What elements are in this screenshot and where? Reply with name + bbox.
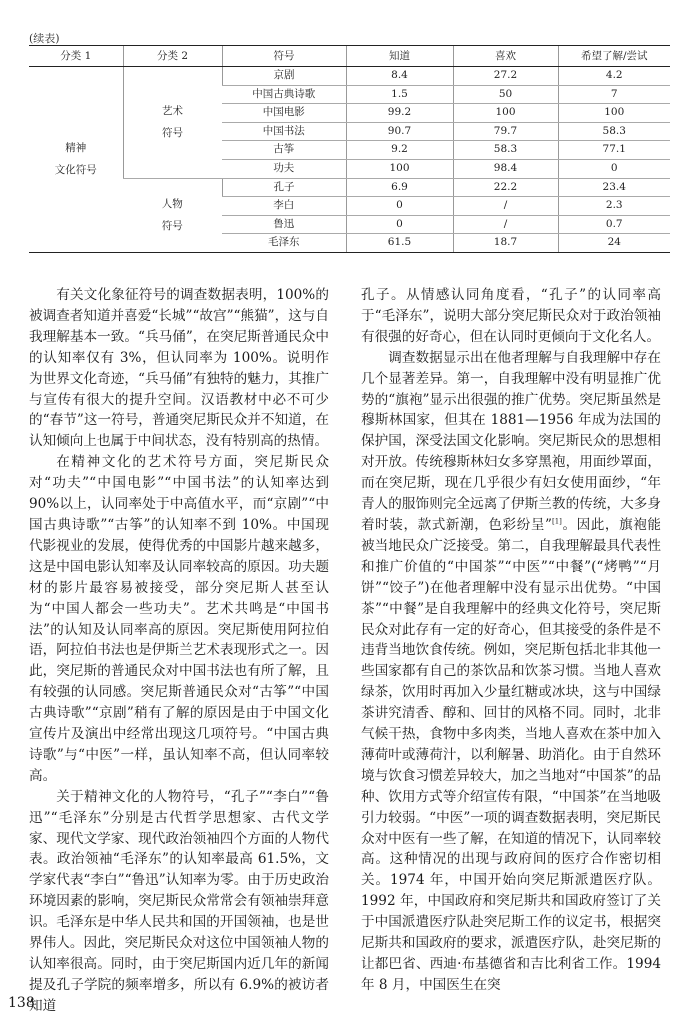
symbol-cell: 京剧	[222, 67, 346, 86]
like-cell: 50	[453, 85, 558, 104]
table-continuation-label: (续表)	[29, 32, 60, 45]
know-cell: 9.2	[346, 141, 453, 160]
body-column-right	[361, 285, 661, 996]
page-number: 138	[8, 995, 35, 1011]
like-cell: 79.7	[453, 122, 558, 141]
citation-reference[interactable]: [1]	[551, 517, 562, 526]
symbol-cell: 古筝	[222, 141, 346, 160]
want-cell: 2.3	[558, 197, 670, 216]
header-know: 知道	[346, 46, 453, 67]
header-category1: 分类 1	[29, 46, 123, 67]
category2-cell-art	[123, 67, 222, 179]
like-cell: 100	[453, 104, 558, 123]
like-cell: 98.4	[453, 159, 558, 178]
symbol-cell: 鲁迅	[222, 215, 346, 234]
want-cell: 0	[558, 159, 670, 178]
want-cell: 24	[558, 234, 670, 253]
body-column-left	[29, 285, 329, 1017]
know-cell: 0	[346, 215, 453, 234]
paragraph-differences-part1: 调查数据显示出在他者理解与自我理解中存在几个显著差异。第一，自我理解中没有明显推广优势的“旗袍”显示出很强的推广优势。突尼斯虽然是穆斯林国家，但其在 1881—1956 年成为法国的保护国，深受法国文化影响。突尼斯民众的思想相对开放。传统穆斯林妇女多穿黑袍，用面纱罩面，而在突尼斯，现在几乎很少有妇女使用面纱，“年青人的服饰则完全远离了伊斯兰教的传统，大多身着时装，款式新潮，色彩纷呈”	[361, 349, 661, 533]
know-cell: 6.9	[346, 178, 453, 197]
like-cell: /	[453, 215, 558, 234]
symbol-cell: 孔子	[222, 178, 346, 197]
category2-line1: 人物	[161, 198, 183, 211]
paragraph-cultural-symbols: 有关文化象征符号的调查数据表明，100%的被调查者知道并喜爱“长城”“故宫”“熊猫”，这与自我理解基本一致。“兵马俑”，在突尼斯普通民众中的认知率仅有 3%，但认同率为 100%。说明作为世界文化奇迹，“兵马俑”有独特的魅力，其推广与宣传有很大的提升空间。汉语教材中必不可少的“春节”这一符号，普通突尼斯民众并不知道，在认知倾向上也属于中间状态，没有特别高的热情。	[29, 287, 329, 450]
table-row	[29, 67, 670, 86]
symbol-cell: 中国古典诗歌	[222, 85, 346, 104]
want-cell: 23.4	[558, 178, 670, 197]
survey-table	[29, 45, 670, 253]
table-row	[29, 178, 670, 197]
know-cell: 8.4	[346, 67, 453, 86]
want-cell: 100	[558, 104, 670, 123]
symbol-cell: 中国电影	[222, 104, 346, 123]
like-cell: /	[453, 197, 558, 216]
know-cell: 1.5	[346, 85, 453, 104]
symbol-cell: 中国书法	[222, 122, 346, 141]
category2-line2: 符号	[162, 127, 183, 140]
header-category2: 分类 2	[123, 46, 222, 67]
category1-cell	[29, 67, 123, 253]
want-cell: 77.1	[558, 141, 670, 160]
like-cell: 27.2	[453, 67, 558, 86]
know-cell: 0	[346, 197, 453, 216]
know-cell: 90.7	[346, 122, 453, 141]
know-cell: 99.2	[346, 104, 453, 123]
table-header-row	[29, 46, 670, 67]
header-like: 喜欢	[453, 46, 558, 67]
category1-line1: 精神	[65, 142, 87, 155]
paragraph-person-symbols: 关于精神文化的人物符号，“孔子”“李白”“鲁迅”“毛泽东”分别是古代哲学思想家、古代文学家、现代文学家、现代政治领袖四个方面的人物代表。政治领袖“毛泽东”的认知率最高 61.5%，文学家代表“李白”“鲁迅”认知率为零。由于历史政治环境因素的影响，突尼斯民众常常会有领袖崇拜意识。毛泽东是中华人民共和国的开国领袖，也是世界伟人。因此，突尼斯民众对这位中国领袖人物的认知率很高。同时，由于突尼斯国内近几年的新闻提及孔子学院的频率增多，所以有 6.9%的被访者知道	[29, 788, 329, 1014]
like-cell: 22.2	[453, 178, 558, 197]
symbol-cell: 功夫	[222, 159, 346, 178]
symbol-cell: 李白	[222, 197, 346, 216]
category1-line2: 文化符号	[54, 164, 97, 177]
paragraph-art-symbols: 在精神文化的艺术符号方面，突尼斯民众对“功夫”“中国电影”“中国书法”的认知率达到 90%以上，认同率处于中高值水平，而“京剧”“中国古典诗歌”“古筝”的认知率不到 10%。中国现代影视业的发展，使得优秀的中国影片越来越多，这是中国电影认知率及认同率较高的原因。功夫题材的影片最容易被接受，部分突尼斯人甚至认为“中国人都会一些功夫”。艺术共鸣是“中国书法”的认知及认同率高的原因。突尼斯使用阿拉伯语，阿拉伯书法也是伊斯兰艺术表现形式之一。因此，突尼斯的普通民众对中国书法也有所了解，且有较强的认同感。突尼斯普通民众对“古筝”“中国古典诗歌”“京剧”稍有了解的原因是由于中国文化宣传片及演出中经常出现这几项符号。“中国古典诗歌”与“中医”一样，虽认知率不高，但认同率较高。	[29, 454, 329, 784]
like-cell: 58.3	[453, 141, 558, 160]
want-cell: 7	[558, 85, 670, 104]
category2-cell-person	[123, 178, 222, 252]
want-cell: 4.2	[558, 67, 670, 86]
know-cell: 100	[346, 159, 453, 178]
category2-line1: 艺术	[162, 105, 183, 118]
header-symbol: 符号	[222, 46, 346, 67]
header-want: 希望了解/尝试	[558, 46, 670, 67]
want-cell: 58.3	[558, 122, 670, 141]
symbol-cell: 毛泽东	[222, 234, 346, 253]
like-cell: 18.7	[453, 234, 558, 253]
paragraph-continuation: 孔子。从情感认同角度看，“孔子”的认同率高于“毛泽东”，说明大部分突尼斯民众对于政治领袖有很强的好奇心，但在认同时更倾向于文化名人。	[361, 287, 661, 345]
know-cell: 61.5	[346, 234, 453, 253]
category2-line2: 符号	[161, 220, 183, 233]
want-cell: 0.7	[558, 215, 670, 234]
paragraph-differences	[361, 348, 661, 996]
paragraph-differences-part2: 。因此，旗袍能被当地民众广泛接受。第二，自我理解最具代表性和推广价值的“中国茶”“中医”“中餐”(“烤鸭”“月饼”“饺子”)在他者理解中没有显示出优势。“中国茶”“中餐”是自我理解中的经典文化符号，突尼斯民众对此存有一定的好奇心，但其接受的条件是不违背当地饮食传统。例如，突尼斯包括北非其他一些国家都有自己的茶饮品和饮茶习惯。当地人喜欢绿茶，饮用时再加入少量红糖或冰块，这与中国绿茶讲究清香、醇和、回甘的风格不同。同时，北非气候干热，食物中多肉类，当地人喜欢在茶中加入薄荷叶或薄荷汁，以利解暑、助消化。由于自然环境与饮食习惯差异较大，加之当地对“中国茶”的品种、饮用方式等介绍宣传有限，“中国茶”在当地吸引力较弱。“中医”一项的调查数据表明，突尼斯民众对中医有一些了解，在知道的情况下，认同率较高。这种情况的出现与政府间的医疗合作密切相关。1974 年，中国开始向突尼斯派遣医疗队。1992 年，中国政府和突尼斯共和国政府签订了关于中国派遣医疗队赴突尼斯工作的议定书，根据突尼斯共和国政府的要求，派遣医疗队，赴突尼斯的让都巴省、西迪·布基德省和吉比利省工作。1994 年 8 月，中国医生在突	[361, 516, 661, 993]
